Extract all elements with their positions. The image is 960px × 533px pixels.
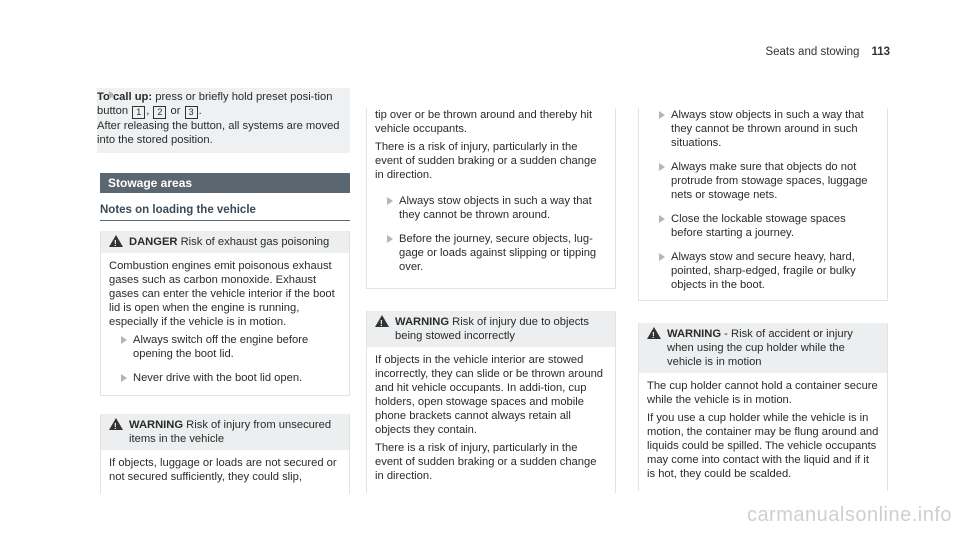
column-1 — [97, 88, 350, 494]
danger-body — [101, 253, 349, 395]
divider — [638, 300, 888, 301]
subheading-loading: Notes on loading the vehicle — [100, 193, 350, 221]
warning-label: WARNING — [395, 316, 450, 328]
callup-text: press or briefly hold preset posi-tion button — [97, 91, 333, 117]
warning-header — [101, 414, 349, 450]
column-2 — [366, 108, 616, 493]
preset-button-3-icon: 3 — [185, 106, 198, 119]
warning-box-stowed — [366, 311, 616, 493]
warning-continuation — [638, 108, 888, 300]
separator: . — [198, 105, 202, 117]
danger-text: Combustion engines emit poisonous exhaust gases such as carbon monoxide. Exhaust gases can enter the vehicle interior if the boot lid is open when the engine is running, especially if the vehicle is in motion. — [109, 260, 335, 328]
warning-body — [101, 450, 349, 494]
page-header — [765, 46, 890, 58]
danger-bullet-2: Never drive with the boot lid open. — [109, 371, 341, 385]
warning-cont-text-2: There is a risk of injury, particularly in the event of sudden braking or a sudden change in direction. — [375, 141, 597, 181]
warning-title: - Risk of accident or injury when using the cup holder while the vehicle is in motion — [667, 328, 853, 368]
warning-label: WARNING — [129, 419, 184, 431]
callup-text-2: After releasing the button, all systems are moved into the stored position. — [97, 120, 340, 146]
call-up-instruction — [97, 88, 350, 153]
watermark: carmanualsonline.info — [746, 504, 952, 526]
page-number: 113 — [871, 46, 890, 58]
warning-text-2: There is a risk of injury, particularly in the event of sudden braking or a sudden change in direction. — [375, 442, 597, 482]
warning-triangle-icon — [375, 315, 389, 327]
warning-label: WARNING — [667, 328, 722, 340]
warning-text: If objects, luggage or loads are not secured or not secured sufficiently, they could slip, — [109, 457, 337, 483]
preset-button-1-icon: 1 — [132, 106, 145, 119]
warning-triangle-icon — [647, 327, 661, 339]
warning-triangle-icon — [109, 418, 123, 430]
warning-bullet-2: Before the journey, secure objects, lug-gage or loads against slipping or tipping over. — [375, 232, 607, 288]
warning-body — [367, 347, 615, 493]
warning-bullet-4: Always stow and secure heavy, hard, pointed, sharp-edged, fragile or bulky objects in the boot. — [647, 250, 879, 292]
section-bar-stowage: Stowage areas — [100, 173, 350, 193]
warning-box-unsecured — [100, 414, 350, 494]
danger-label: DANGER — [129, 236, 178, 248]
section-title: Seats and stowing — [765, 46, 860, 58]
danger-header — [101, 231, 349, 253]
warning-body — [639, 373, 887, 491]
warning-triangle-icon — [109, 235, 123, 247]
preset-button-2-icon: 2 — [153, 106, 166, 119]
warning-cont-text: tip over or be thrown around and thereby hit vehicle occupants. — [375, 109, 593, 135]
warning-title: Risk of injury from unsecured items in the vehicle — [129, 419, 332, 445]
warning-header — [639, 323, 887, 373]
warning-text-2: If you use a cup holder while the vehicle is in motion, the container may be flung around and liquids could be spilled. The vehicle occupants may come into contact with the liquid and if it is hot, they could be scalded. — [647, 412, 879, 480]
warning-text: The cup holder cannot hold a container secure while the vehicle is in motion. — [647, 380, 878, 406]
warning-bullet-1: Always stow objects in such a way that they cannot be thrown around. — [375, 194, 607, 222]
warning-title: Risk of injury due to objects being stowed incorrectly — [395, 316, 589, 342]
callup-label: To call up: — [97, 91, 153, 103]
danger-title: Risk of exhaust gas poisoning — [177, 236, 330, 248]
warning-continuation — [366, 108, 616, 288]
danger-bullet-1: Always switch off the engine before opening the boot lid. — [109, 333, 341, 361]
warning-bullet-3: Close the lockable stowage spaces before starting a journey. — [647, 212, 879, 240]
warning-text: If objects in the vehicle interior are stowed incorrectly, they can slide or be thrown around and hit vehicle occupants. In addi-tion, cup holders, open stowage spaces and mobile phone brackets cannot always retain all objects they contain. — [375, 354, 604, 436]
warning-bullet-1: Always stow objects in such a way that they cannot be thrown around in such situations. — [647, 108, 879, 150]
warning-bullet-2: Always make sure that objects do not protrude from stowage spaces, luggage nets or stowage nets. — [647, 160, 879, 202]
divider — [366, 288, 616, 289]
separator: or — [167, 105, 184, 117]
separator: , — [146, 105, 153, 117]
danger-box — [100, 231, 350, 396]
warning-box-cup-holder — [638, 323, 888, 491]
column-3 — [638, 108, 888, 491]
warning-header — [367, 311, 615, 347]
